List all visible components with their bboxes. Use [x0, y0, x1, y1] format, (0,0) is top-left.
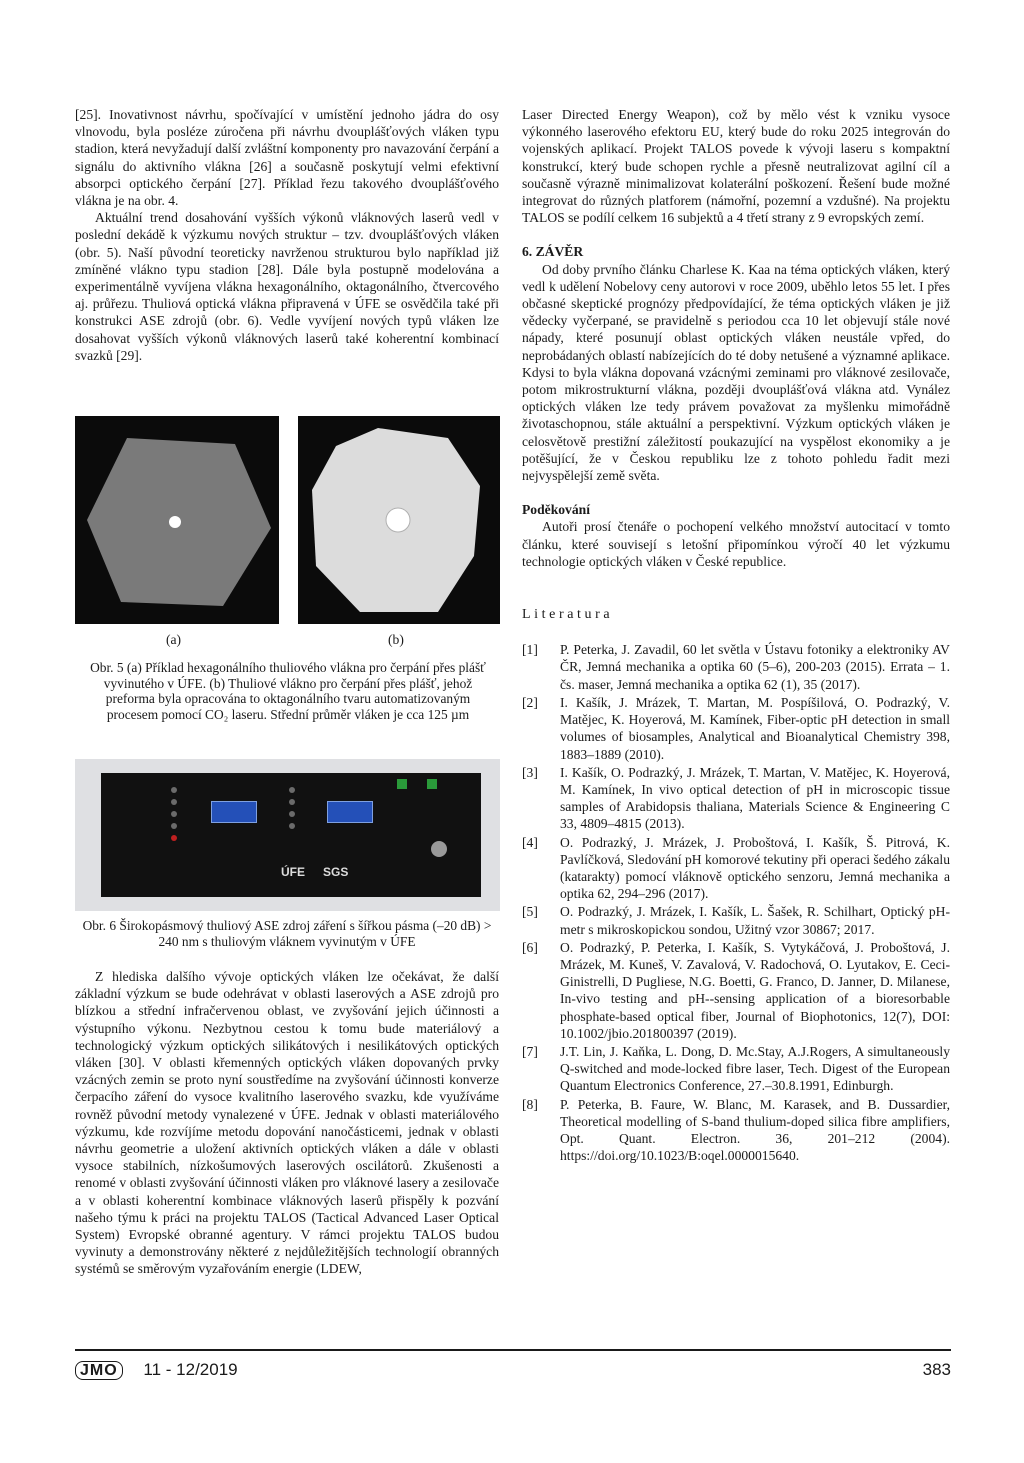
hexagonal-fiber-cross-section	[75, 416, 279, 624]
figure5-image-b	[298, 416, 500, 624]
paragraph: Od doby prvního článku Charlese K. Kaa na téma optických vláken, který vedl k udělení Nobelovy ceny autorovi v roce 2009, uběhlo letos 55 let. I přes občasné skeptické prognózy předpovídající, že téma optických vláken je již vědecky vyčerpané, se pravidelně s periodou cca 10 let objevují stále nové nápady, které posunují oblast optických vláken neustále vpřed, do neprobádaných oblastí nabízejících do té doby netušené a významné aplikace. Kdysi to byla vlákna dopovaná vzácnými zeminami pro vláknové zesilovače, potom mikrostrukturní vlákna, později dvouplášťová vlákna atd. Vynález optických vláken lze tedy právem považovat za myšlenku mimořádně životaschopnou, stále aktuální a perspektivní. Výzkum optických vláken je celosvětově prestižní záležitostí poukazující na vyspělost ekonomiky a je potěšující, že v Českou republiku lze z tohoto pohledu řadit mezi nejvyspělejší země světa.	[522, 261, 950, 484]
paragraph: [25]. Inovativnost návrhu, spočívající v umístění jednoho jádra do osy vlnovodu, byla posléze zúročena při návrhu dvouplášťových vláken typu stadion, která nevyžadují další zvláštní komponenty pro navazování čerpání a signálu do aktivního vlákna [26] a současně poskytují velmi efektivní absorpci optického čerpání [27]. Příklad řezu takového dvouplášťového vlákna je na obr. 4.	[75, 107, 499, 209]
reference-item: [3] I. Kašík, O. Podrazký, J. Mrázek, T. Martan, V. Matějec, K. Hoyerová, M. Kamínek, In vivo optical detection of pH in microscopic tissue samples of Arabidopsis thaliana, Materials Science & Engineering C 33, 4809–4815 (2013).	[522, 764, 950, 832]
reference-item: [8] P. Peterka, B. Faure, W. Blanc, M. Karasek, and B. Dussardier, Theoretical modelling of S-band thulium-doped silica fibre amplifiers, Opt. Quant. Electron. 36, 201–212 (2004). https://doi.org/10.1023/B:oqel.0000015640.	[522, 1096, 950, 1164]
octagonal-fiber-cross-section	[298, 416, 500, 624]
footer-divider	[75, 1349, 951, 1351]
figure5-label-b: (b)	[388, 632, 404, 647]
paragraph: Aktuální trend dosahování vyšších výkonů vláknových laserů vedl v poslední dekádě k výzkumu nových struktur – tzv. dvouplášťových vláken (obr. 5). Naší původní teoreticky navrženou strukturou bylo například již zmíněné vlákno typu stadion [28]. Dále byla postupně modelována a experimentálně vyvíjena vlákna hexagonálního, oktagonálního, čtvercového aj. průřezu. Thuliová optická vlákna připravená v ÚFE se osvědčila také při konstrukci ASE zdrojů (obr. 6). Vedle vyvíjení nových typů vláken lze dosahovat vyšších výkonů vláknových laserů také koherentní kombinací svazků [29].	[75, 210, 499, 363]
figure6-caption: Obr. 6 Širokopásmový thuliový ASE zdroj záření s šířkou pásma (–20 dB) > 240 nm s thuliovým vláknem vyvinutým v ÚFE	[82, 918, 492, 949]
reference-item: [1] P. Peterka, J. Zavadil, 60 let světla v Ústavu fotoniky a elektroniky AV ČR, Jemná mechanika a optika 60 (5–6), 200-203 (2015). Errata – 1. čs. maser, Jemná mechanika a optika 62 (1), 35 (2017).	[522, 642, 950, 692]
section-heading: 6. ZÁVĚR	[522, 244, 584, 260]
page-footer	[75, 1360, 951, 1388]
reference-item: [6] O. Podrazký, P. Peterka, I. Kašík, S. Vytykáčová, J. Proboštová, J. Mrázek, M. Kuneš, V. Zavalová, V. Radochová, O. Lyutakov, E. Ceci-Ginistrelli, D Pugliese, N.G. Boetti, G. Franco, D. Janner, D. Milanese, In-vivo testing and pH--sensing application of a bioresorbable phosphate-based optical fiber, Journal of Biophotonics, 12(7), DOI: 10.1002/jbio.201800397 (2019).	[522, 939, 950, 1041]
left-column	[75, 106, 499, 364]
reference-item: [2] I. Kašík, J. Mrázek, T. Martan, M. Pospíšilová, O. Podrazký, V. Matějec, K. Hoyerová, M. Kamínek, Fiber-optic pH detection in small volumes of biosamples, Analytical and Bioanalytical Chemistry 398, 1883–1889 (2010).	[522, 694, 950, 762]
journal-logo: JMO	[75, 1361, 123, 1380]
device-partner-label: SGS	[323, 865, 349, 879]
figure5-caption: Obr. 5 (a) Příklad hexagonálního thuliového vlákna pro čerpání přes plášť vyvinutého v ÚFE. (b) Thuliové vlákno pro čerpání přes plášť, jehož preforma byla opracována to oktagonálního tvaru automatizovaným procesem pomocí CO₂ laseru. Střední průměr vláken je cca 125 µm	[90, 660, 486, 722]
figure6-image	[75, 759, 500, 911]
paragraph: Z hlediska dalšího vývoje optických vláken lze očekávat, že další základní výzkum se bude odehrávat v oblasti laserových a ASE zdrojů pro blízkou a střední infračervenou oblast, ve zvyšování jejich účinnosti a výstupního výkonu. Nezbytnou cestou k tomu bude materiálový a technologický výzkum optických silikátových i nesilikátových optických vláken [30]. V oblasti křemenných optických vláken dopovaných prvky vzácných zemin se proto nyní soustředíme na zvyšování účinnosti konverze čerpacího záření do vysoce kvalitního laserového svazku, kde využíváme rovněž původní metody vynalezené v ÚFE. Jednak v oblasti materiálového výzkumu, kde rozvíjíme metodu dopování nanočásticemi, jednak v oblasti návrhu geometrie a uložení aktivních optických vláken a dále v oblasti vysoce stabilních, nízkošumových laserových oscilátorů. Zkušenosti a renomé v oblasti zvyšování účinnosti vláken pro vláknové lasery a zesilovače a v oblasti koherentní kombinace vláknových laserů přispěly k pozvání našeho týmu k práci na projektu TALOS (Tactical Advanced Laser Optical System) Evropské obranné agentury. V rámci projektu TALOS budou vyvinuty a demonstrovány některé z nejdůležitějších technologií obranných systémů se směrovým vyzařováním energie (LDEW,	[75, 969, 499, 1277]
issue-number: 11 - 12/2019	[143, 1360, 238, 1379]
reference-item: [5] O. Podrazký, J. Mrázek, I. Kašík, L. Šašek, R. Schilhart, Optický pH-metr s mikroskopickou sondou, Užitný vzor 30867; 2017.	[522, 904, 950, 937]
literature-heading: Literatura	[522, 607, 614, 623]
ase-source-device	[101, 773, 481, 897]
figure5-image-a	[75, 416, 279, 624]
reference-item: [7] J.T. Lin, J. Kaňka, L. Dong, D. Mc.Stay, A.J.Rogers, A simultaneously Q-switched and mode-locked fibre laser, Tech. Digest of the European Quantum Electronics Conference, 27.–30.8.1991, Edinburgh.	[522, 1043, 950, 1094]
right-column	[522, 106, 950, 1165]
figure5-label-a: (a)	[166, 632, 182, 647]
paragraph: Autoři prosí čtenáře o pochopení velkého množství autocitací v tomto článku, které souvisejí s letošní připomínkou výročí 40 let výzkumu technologie optických vláken v České republice.	[522, 519, 950, 569]
reference-list	[522, 641, 950, 1164]
paragraph: Laser Directed Energy Weapon), což by mělo vést k vzniku vysoce výkonného laserového efektoru EU, který bude do roku 2025 integrován do vojenských aplikací. Projekt TALOS povede k vývoji laseru s kompaktní konstrukcí, který bude schopen rychle a přesně neutralizovat agilní cíl a současně výrazně minimalizovat kolaterální poškození. Řešení bude možné integrovat do různých platforem (námořní, pozemní a vzdušné). Na projektu TALOS se podílí celkem 16 subjektů a 4 třetí strany z 9 evropských zemí.	[522, 107, 950, 226]
acknowledgement-heading: Poděkování	[522, 502, 590, 518]
left-column-continuation	[75, 968, 499, 1278]
reference-item: [4] O. Podrazký, J. Mrázek, J. Proboštová, I. Kašík, Š. Pitrová, K. Pavlíčková, Sledování pH komorové tekutiny při operaci šedého zákalu (katarakty) pomocí vláknově optického senzoru, Jemná mechanika a optika 62, 294–296 (2017).	[522, 834, 950, 902]
page-number: 383	[922, 1360, 951, 1379]
device-brand-label: ÚFE	[281, 865, 305, 879]
